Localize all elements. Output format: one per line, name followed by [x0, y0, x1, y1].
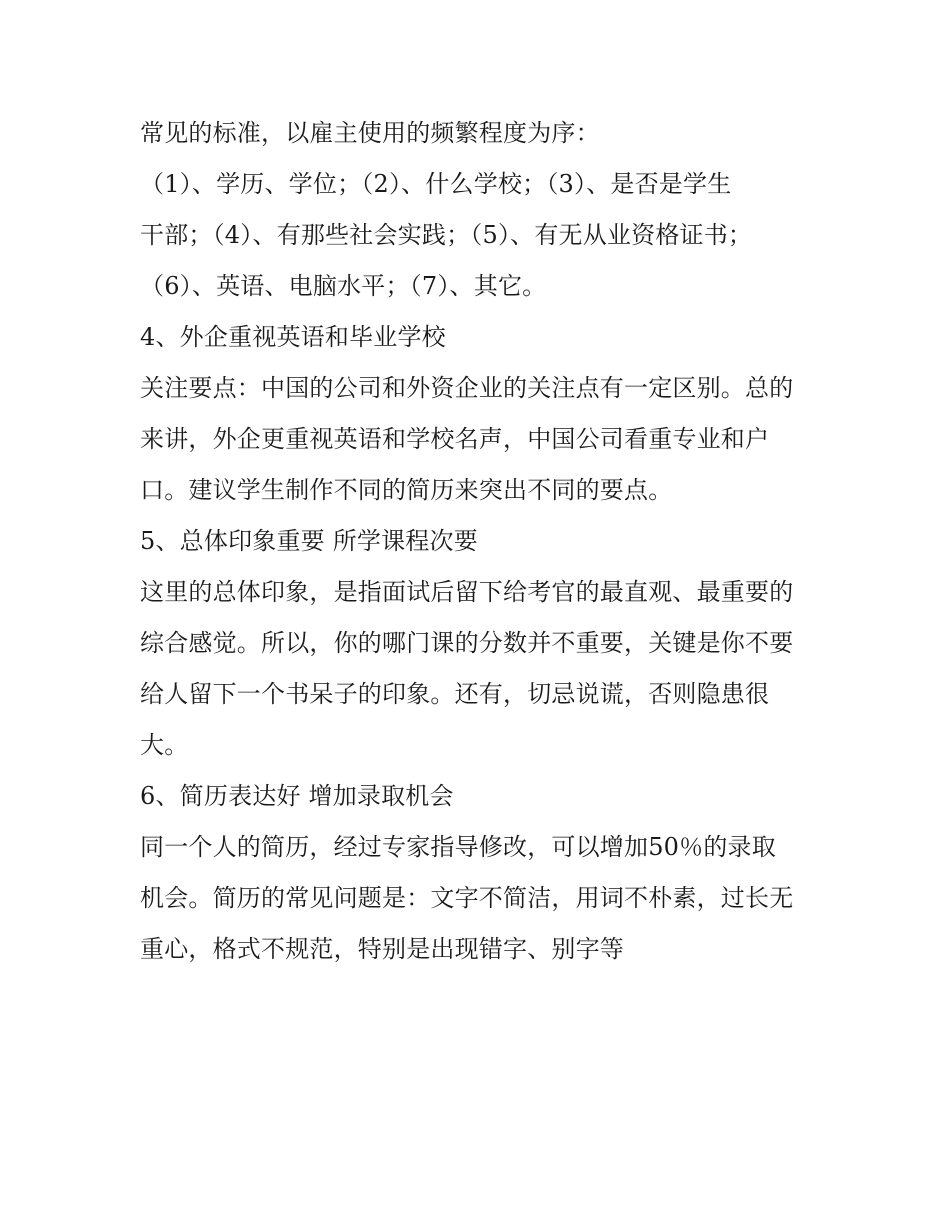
- text-line: 给人留下一个书呆子的印象。还有，切忌说谎，否则隐患很: [140, 680, 770, 708]
- text-line: 干部；（4）、有那些社会实践；（5）、有无从业资格证书；: [140, 221, 753, 249]
- section-heading: 5、总体印象重要 所学课程次要: [140, 527, 478, 555]
- text-line: 综合感觉。所以，你的哪门课的分数并不重要，关键是你不要: [140, 629, 794, 657]
- text-line: 口。建议学生制作不同的简历来突出不同的要点。: [140, 476, 673, 504]
- text-line: 重心，格式不规范，特别是出现错字、别字等: [140, 935, 624, 963]
- text-line: 关注要点：中国的公司和外资企业的关注点有一定区别。总的: [140, 374, 794, 402]
- text-line: 机会。简历的常见问题是：文字不简洁，用词不朴素，过长无: [140, 884, 794, 912]
- text-line: 常见的标准，以雇主使用的频繁程度为序：: [140, 119, 600, 147]
- section-heading: 6、简历表达好 增加录取机会: [140, 782, 454, 810]
- text-line: 同一个人的简历，经过专家指导修改，可以增加50％的录取: [140, 833, 776, 861]
- document-body: [140, 108, 820, 975]
- text-line: 这里的总体印象，是指面试后留下给考官的最直观、最重要的: [140, 578, 794, 606]
- text-line: （1）、学历、学位；（2）、什么学校；（3）、是否是学生: [140, 170, 732, 198]
- text-line: 大。: [140, 731, 189, 759]
- text-line: （6）、英语、电脑水平；（7）、其它。: [140, 272, 547, 300]
- text-line: 来讲，外企更重视英语和学校名声，中国公司看重专业和户: [140, 425, 770, 453]
- section-heading: 4、外企重视英语和毕业学校: [140, 323, 446, 351]
